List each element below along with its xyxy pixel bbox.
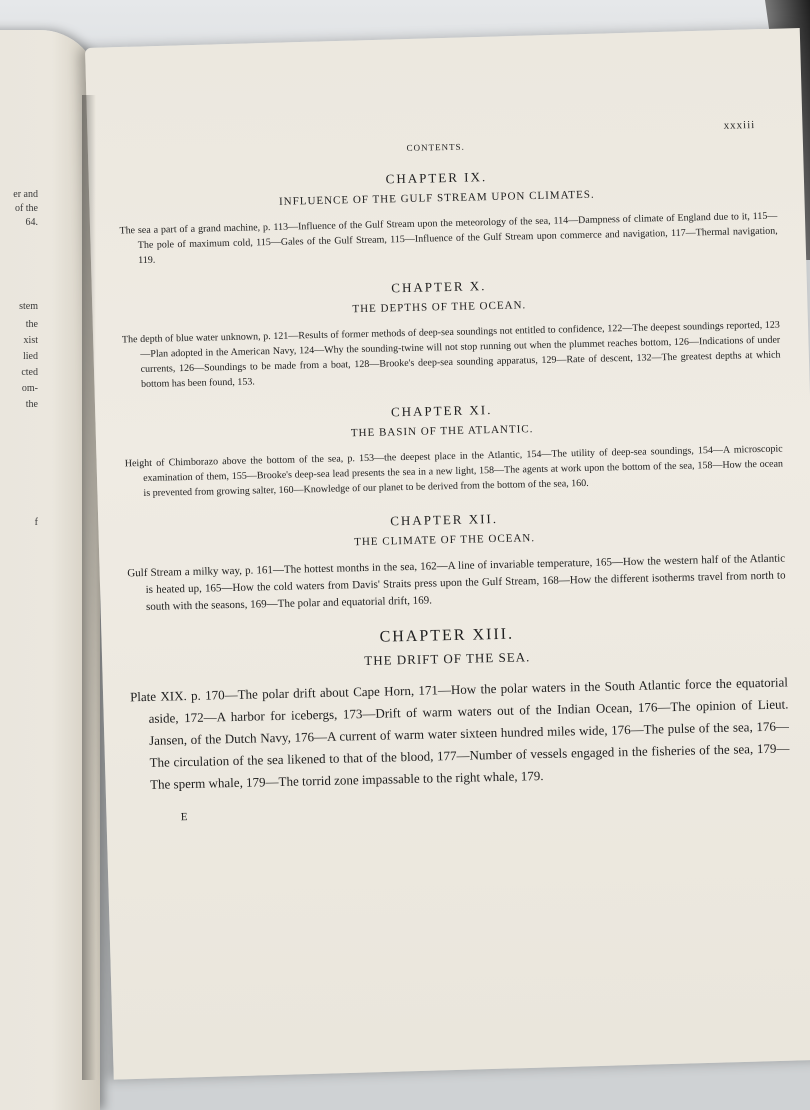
chapter-title: CHAPTER XII. [390,510,499,529]
chapter-summary: Plate XIX. p. 170—The polar drift about Cape Horn, 171—How the polar waters in the South Atlantic force the equatorial aside, 172—A harbor for icebergs, 173—Drift of warm waters out of the Indian Ocean, 176—The opinion of Lieut. Jansen, of the Dutch Navy, 176—A current of warm water sixteen hundred miles wide, 176—The pulse of the sea, 176—The circulation of the sea likened to that of the blood, 177—Number of vessels engaged in the fisheries of the sea, 179—The sperm whale, 179—The torrid zone impassable to the right whale, 179. [129,674,790,792]
chapter-summary: Gulf Stream a milky way, p. 161—The hottest months in the sea, 162—A line of invariable temperature, 165—How the western half of the Atlantic is heated up, 165—How the cold waters from Davis' Straits press upon the Gulf Stream, 168—How the different isotherms travel from north to south with the seasons, 169—The polar and equatorial drift, 169. [127,552,786,613]
chapter-subtitle: THE BASIN OF THE ATLANTIC. [350,423,534,440]
chapter-subtitle: THE CLIMATE OF THE OCEAN. [354,532,536,549]
margin-fragment: er and [13,189,38,200]
chapter-block [99,272,781,393]
chapter-block [104,504,786,616]
page-gutter-shadow [82,95,96,1080]
margin-fragment: cted [21,367,38,378]
margin-fragment: om- [21,383,38,394]
margin-fragment: lied [23,351,38,362]
page-number: xxxiii [723,119,756,132]
margin-fragment: xist [23,335,38,346]
chapter-block [107,619,791,796]
contents-page [95,105,791,825]
chapter-subtitle: THE DEPTHS OF THE OCEAN. [352,299,527,316]
chapter-summary: The sea a part of a grand machine, p. 113—Influence of the Gulf Stream upon the meteorology of the sea, 114—Dampness of climate of England due to it, 115—The pole of maximum cold, 115—Gales of the Gulf Stream, 115—Influence of the Gulf Stream upon commerce and navigation, 117—Thermal navigation, 119. [119,210,778,267]
margin-fragment: the [25,319,38,330]
margin-fragment: f [34,517,38,528]
chapter-subtitle: THE DRIFT OF THE SEA. [364,649,531,669]
chapter-title: CHAPTER XI. [390,402,493,420]
margin-fragment: 64. [25,217,38,228]
chapter-title: CHAPTER XIII. [379,625,515,646]
margin-fragment: of the [14,203,38,214]
chapter-summary: Height of Chimborazo above the bottom of the sea, p. 153—the deepest place in the Atlantic, 154—The utility of deep-sea soundings, 154—A microscopic examination of them, 155—Brooke's deep-sea lead presents the sea in a new light, 158—The agents at work upon the bottom of the sea, 158—How the ocean is prevented from growing salter, 160—Knowledge of our planet to be derived from the bottom of the sea, 160. [124,443,784,499]
chapter-summary: The depth of blue water unknown, p. 121—Results of former methods of deep-sea soundings not entitled to confidence, 122—The deepest soundings reported, 123—Plan adopted in the American Navy, 124—Why the sounding-twine will not stop running out when the plummet reaches bottom, 126—Indications of under currents, 126—Soundings to be made from a boat, 128—Brooke's deep-sea sounding apparatus, 129—Rate of descent, 132—The greatest depths at which bottom has been found, 153. [121,319,781,391]
margin-fragment: stem [19,301,38,312]
chapter-block [96,163,778,269]
signature-mark: E [180,811,188,824]
chapter-subtitle: INFLUENCE OF THE GULF STREAM UPON CLIMATES. [278,188,595,208]
chapter-block [102,395,784,501]
margin-fragment: the [25,399,38,410]
chapter-title: CHAPTER X. [391,278,487,296]
chapter-title: CHAPTER IX. [385,169,488,187]
running-head: CONTENTS. [406,141,465,153]
